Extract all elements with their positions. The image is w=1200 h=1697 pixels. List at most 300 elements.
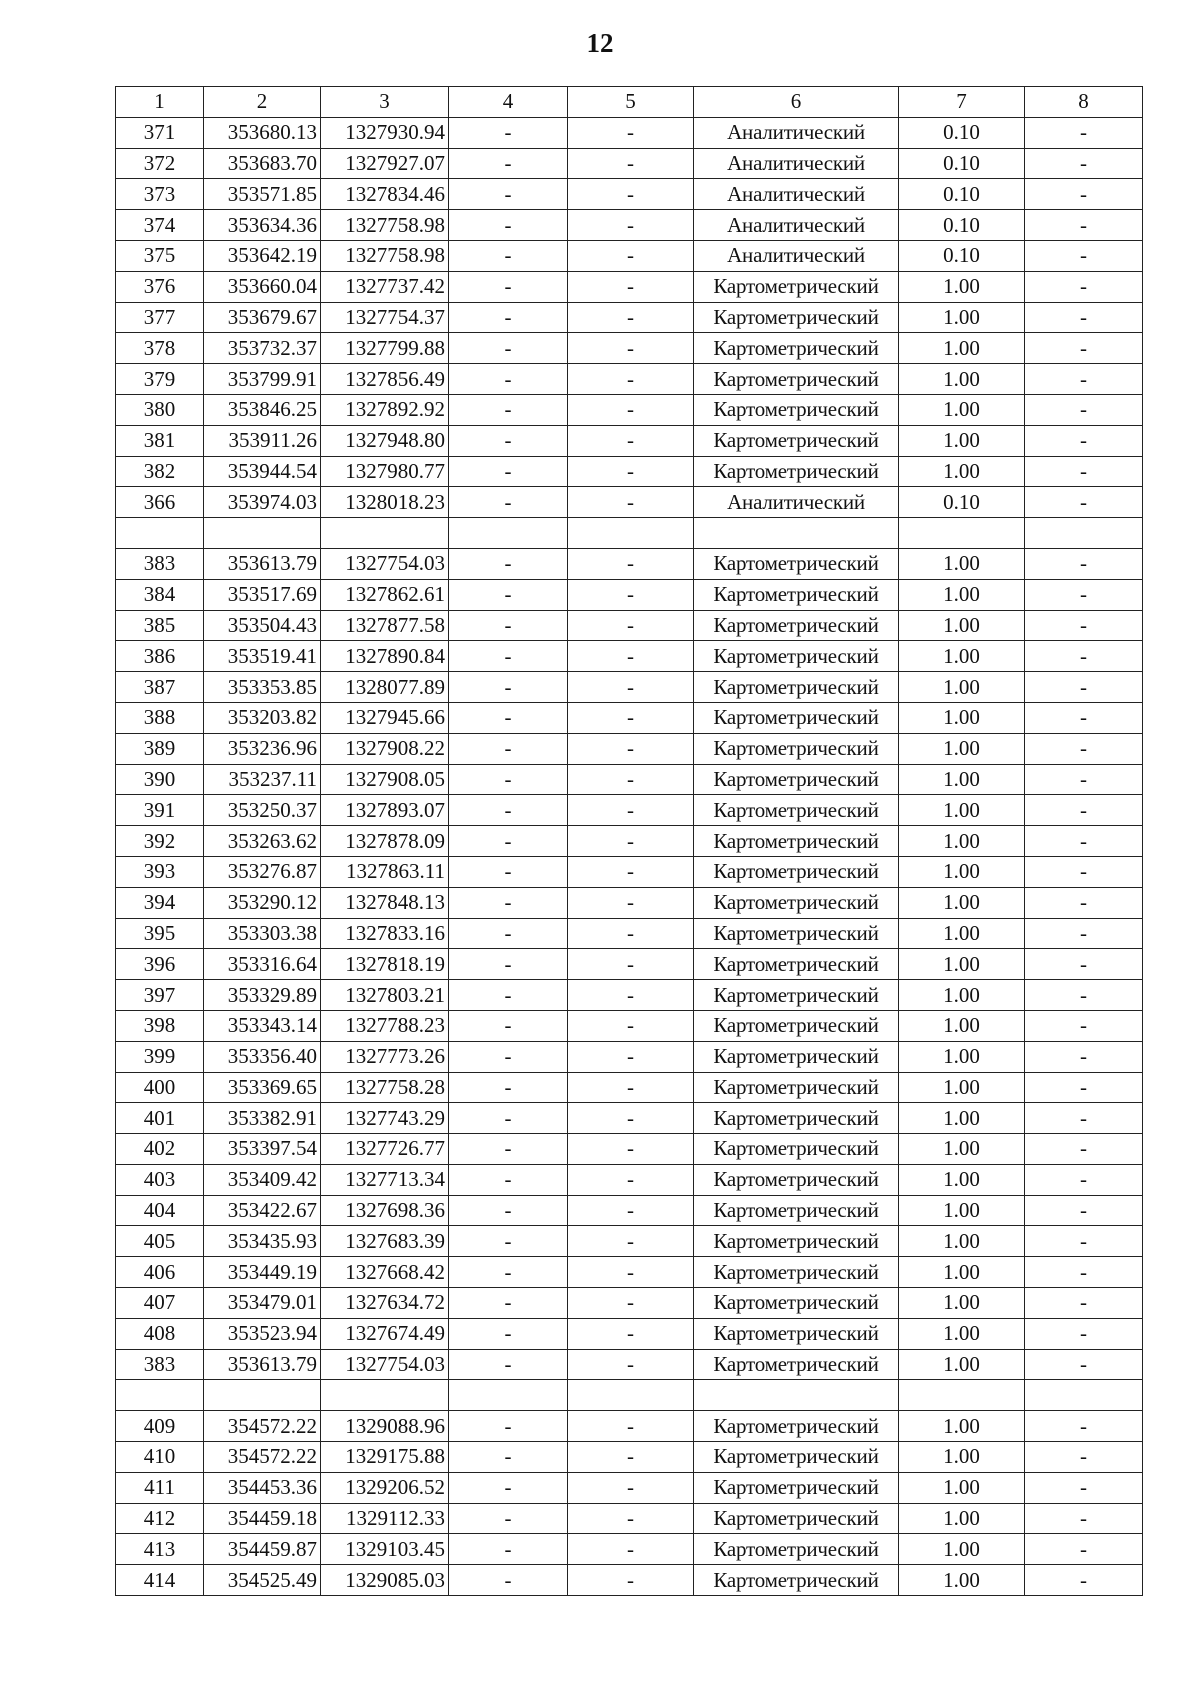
column-header: 2 [204,87,321,118]
table-row [116,1288,1143,1319]
method-cell: Картометрический [694,1072,899,1103]
point-number-cell: 388 [116,702,204,733]
method-cell: Аналитический [694,117,899,148]
col5-cell: - [568,1472,694,1503]
x-coordinate-cell: 354525.49 [204,1565,321,1596]
accuracy-cell: 1.00 [899,918,1025,949]
col4-cell: - [449,826,568,857]
column-header: 7 [899,87,1025,118]
col4-cell: - [449,1164,568,1195]
col5-cell: - [568,271,694,302]
accuracy-cell: 1.00 [899,1134,1025,1165]
y-coordinate-cell: 1329206.52 [321,1472,449,1503]
col8-cell: - [1025,1257,1143,1288]
column-header: 8 [1025,87,1143,118]
col5-cell: - [568,672,694,703]
y-coordinate-cell: 1327758.28 [321,1072,449,1103]
x-coordinate-cell: 353290.12 [204,887,321,918]
method-cell: Картометрический [694,1472,899,1503]
x-coordinate-cell: 353519.41 [204,641,321,672]
col8-cell: - [1025,1288,1143,1319]
point-number-cell: 395 [116,918,204,949]
point-number-cell: 396 [116,949,204,980]
y-coordinate-cell: 1327799.88 [321,333,449,364]
y-coordinate-cell: 1327737.42 [321,271,449,302]
accuracy-cell: 1.00 [899,702,1025,733]
col8-cell: - [1025,918,1143,949]
col8-cell: - [1025,117,1143,148]
point-number-cell: 371 [116,117,204,148]
point-number-cell: 408 [116,1318,204,1349]
table-row [116,179,1143,210]
method-cell: Картометрический [694,1349,899,1380]
accuracy-cell: 1.00 [899,456,1025,487]
x-coordinate-cell: 353732.37 [204,333,321,364]
accuracy-cell: 1.00 [899,795,1025,826]
y-coordinate-cell: 1327930.94 [321,117,449,148]
method-cell: Картометрический [694,1565,899,1596]
x-coordinate-cell: 354453.36 [204,1472,321,1503]
col5-cell: - [568,1257,694,1288]
accuracy-cell: 1.00 [899,1195,1025,1226]
accuracy-cell: 1.00 [899,1503,1025,1534]
coordinates-table [115,86,1143,1596]
separator-row [116,1380,1143,1411]
col5-cell: - [568,1164,694,1195]
col8-cell: - [1025,1134,1143,1165]
x-coordinate-cell: 353523.94 [204,1318,321,1349]
point-number-cell: 379 [116,364,204,395]
method-cell [694,518,899,549]
point-number-cell: 375 [116,240,204,271]
point-number-cell: 385 [116,610,204,641]
y-coordinate-cell: 1327848.13 [321,887,449,918]
point-number-cell: 411 [116,1472,204,1503]
y-coordinate-cell: 1327634.72 [321,1288,449,1319]
method-cell: Картометрический [694,641,899,672]
col4-cell: - [449,887,568,918]
col4-cell [449,518,568,549]
method-cell: Картометрический [694,610,899,641]
table-row [116,1411,1143,1442]
x-coordinate-cell: 353329.89 [204,980,321,1011]
accuracy-cell: 1.00 [899,1411,1025,1442]
method-cell: Картометрический [694,579,899,610]
method-cell: Картометрический [694,1010,899,1041]
method-cell: Картометрический [694,1503,899,1534]
table-row [116,826,1143,857]
table-row [116,425,1143,456]
method-cell: Картометрический [694,887,899,918]
x-coordinate-cell: 354459.18 [204,1503,321,1534]
y-coordinate-cell: 1327890.84 [321,641,449,672]
point-number-cell: 381 [116,425,204,456]
y-coordinate-cell: 1327698.36 [321,1195,449,1226]
col4-cell: - [449,856,568,887]
table-row [116,240,1143,271]
col5-cell: - [568,887,694,918]
table-row [116,918,1143,949]
x-coordinate-cell: 353316.64 [204,949,321,980]
x-coordinate-cell: 353613.79 [204,1349,321,1380]
method-cell: Картометрический [694,764,899,795]
col8-cell: - [1025,210,1143,241]
table-row [116,1195,1143,1226]
col5-cell: - [568,179,694,210]
method-cell: Картометрический [694,1411,899,1442]
point-number-cell: 410 [116,1442,204,1473]
y-coordinate-cell: 1327668.42 [321,1257,449,1288]
table-row [116,1534,1143,1565]
col5-cell: - [568,579,694,610]
table-row [116,271,1143,302]
y-coordinate-cell: 1327754.03 [321,1349,449,1380]
col5-cell [568,1380,694,1411]
col4-cell: - [449,1226,568,1257]
point-number-cell: 386 [116,641,204,672]
method-cell: Картометрический [694,425,899,456]
method-cell [694,1380,899,1411]
point-number-cell: 366 [116,487,204,518]
y-coordinate-cell: 1328077.89 [321,672,449,703]
accuracy-cell: 1.00 [899,1565,1025,1596]
accuracy-cell: 1.00 [899,1103,1025,1134]
col8-cell: - [1025,179,1143,210]
col4-cell: - [449,1318,568,1349]
method-cell: Картометрический [694,795,899,826]
accuracy-cell: 1.00 [899,1164,1025,1195]
col5-cell: - [568,394,694,425]
y-coordinate-cell: 1327945.66 [321,702,449,733]
col4-cell: - [449,1257,568,1288]
x-coordinate-cell: 353369.65 [204,1072,321,1103]
y-coordinate-cell: 1327754.03 [321,548,449,579]
col8-cell: - [1025,702,1143,733]
accuracy-cell: 1.00 [899,764,1025,795]
table-row [116,1134,1143,1165]
point-number-cell [116,518,204,549]
x-coordinate-cell: 353422.67 [204,1195,321,1226]
table-row [116,702,1143,733]
point-number-cell: 387 [116,672,204,703]
y-coordinate-cell: 1327862.61 [321,579,449,610]
method-cell: Картометрический [694,1041,899,1072]
method-cell: Картометрический [694,949,899,980]
method-cell: Картометрический [694,1195,899,1226]
method-cell: Картометрический [694,980,899,1011]
accuracy-cell: 1.00 [899,1442,1025,1473]
col4-cell: - [449,1442,568,1473]
table-row [116,117,1143,148]
x-coordinate-cell: 353613.79 [204,548,321,579]
col8-cell: - [1025,425,1143,456]
table-row [116,394,1143,425]
x-coordinate-cell: 353683.70 [204,148,321,179]
table-row [116,579,1143,610]
col8-cell: - [1025,610,1143,641]
x-coordinate-cell: 353343.14 [204,1010,321,1041]
accuracy-cell: 1.00 [899,364,1025,395]
col4-cell: - [449,1534,568,1565]
y-coordinate-cell: 1327833.16 [321,918,449,949]
col4-cell: - [449,1195,568,1226]
y-coordinate-cell: 1327758.98 [321,240,449,271]
method-cell: Картометрический [694,548,899,579]
table-row [116,1041,1143,1072]
col5-cell: - [568,1288,694,1319]
x-coordinate-cell: 353504.43 [204,610,321,641]
y-coordinate-cell: 1329085.03 [321,1565,449,1596]
x-coordinate-cell [204,1380,321,1411]
x-coordinate-cell: 353449.19 [204,1257,321,1288]
col8-cell [1025,518,1143,549]
col8-cell: - [1025,826,1143,857]
page-number: 12 [586,28,614,58]
y-coordinate-cell: 1327892.92 [321,394,449,425]
col8-cell: - [1025,1041,1143,1072]
col8-cell: - [1025,394,1143,425]
col8-cell: - [1025,795,1143,826]
col8-cell: - [1025,1349,1143,1380]
col5-cell [568,518,694,549]
col8-cell: - [1025,1411,1143,1442]
x-coordinate-cell: 353846.25 [204,394,321,425]
col4-cell: - [449,980,568,1011]
method-cell: Картометрический [694,302,899,333]
accuracy-cell: 1.00 [899,1072,1025,1103]
table-row [116,1318,1143,1349]
y-coordinate-cell: 1327893.07 [321,795,449,826]
col4-cell: - [449,1288,568,1319]
accuracy-cell: 1.00 [899,1226,1025,1257]
x-coordinate-cell: 353479.01 [204,1288,321,1319]
table-row [116,856,1143,887]
col8-cell: - [1025,1442,1143,1473]
col8-cell: - [1025,1472,1143,1503]
method-cell: Картометрический [694,1103,899,1134]
table-row [116,887,1143,918]
y-coordinate-cell: 1327856.49 [321,364,449,395]
point-number-cell: 389 [116,733,204,764]
table-row [116,610,1143,641]
x-coordinate-cell: 353974.03 [204,487,321,518]
col5-cell: - [568,1442,694,1473]
x-coordinate-cell: 353236.96 [204,733,321,764]
table-row [116,1349,1143,1380]
col8-cell: - [1025,949,1143,980]
col5-cell: - [568,610,694,641]
col8-cell: - [1025,1164,1143,1195]
col4-cell: - [449,1134,568,1165]
x-coordinate-cell: 354459.87 [204,1534,321,1565]
method-cell: Картометрический [694,364,899,395]
accuracy-cell: 0.10 [899,210,1025,241]
column-header: 1 [116,87,204,118]
method-cell: Картометрический [694,394,899,425]
point-number-cell: 409 [116,1411,204,1442]
col5-cell: - [568,1565,694,1596]
method-cell: Картометрический [694,826,899,857]
col4-cell: - [449,364,568,395]
col4-cell: - [449,918,568,949]
y-coordinate-cell: 1329088.96 [321,1411,449,1442]
accuracy-cell: 1.00 [899,271,1025,302]
col8-cell: - [1025,456,1143,487]
method-cell: Аналитический [694,210,899,241]
accuracy-cell: 1.00 [899,579,1025,610]
x-coordinate-cell: 353911.26 [204,425,321,456]
table-row [116,1226,1143,1257]
point-number-cell: 403 [116,1164,204,1195]
col4-cell: - [449,1411,568,1442]
col4-cell: - [449,425,568,456]
accuracy-cell: 1.00 [899,1010,1025,1041]
col8-cell: - [1025,1195,1143,1226]
point-number-cell: 394 [116,887,204,918]
col4-cell: - [449,610,568,641]
method-cell: Картометрический [694,1134,899,1165]
method-cell: Картометрический [694,702,899,733]
x-coordinate-cell: 353435.93 [204,1226,321,1257]
col5-cell: - [568,302,694,333]
col5-cell: - [568,826,694,857]
y-coordinate-cell: 1327743.29 [321,1103,449,1134]
col4-cell: - [449,117,568,148]
col8-cell: - [1025,148,1143,179]
accuracy-cell: 1.00 [899,980,1025,1011]
col8-cell: - [1025,548,1143,579]
accuracy-cell [899,1380,1025,1411]
col8-cell: - [1025,1010,1143,1041]
column-header: 4 [449,87,568,118]
col4-cell: - [449,148,568,179]
col5-cell: - [568,1411,694,1442]
x-coordinate-cell: 353237.11 [204,764,321,795]
col4-cell: - [449,302,568,333]
x-coordinate-cell: 354572.22 [204,1411,321,1442]
accuracy-cell: 1.00 [899,672,1025,703]
accuracy-cell: 1.00 [899,1257,1025,1288]
accuracy-cell: 0.10 [899,240,1025,271]
col5-cell: - [568,148,694,179]
column-header: 5 [568,87,694,118]
x-coordinate-cell [204,518,321,549]
col8-cell: - [1025,1503,1143,1534]
x-coordinate-cell: 353680.13 [204,117,321,148]
y-coordinate-cell: 1327863.11 [321,856,449,887]
col8-cell: - [1025,1072,1143,1103]
x-coordinate-cell: 353250.37 [204,795,321,826]
table-row [116,1103,1143,1134]
col8-cell: - [1025,487,1143,518]
col8-cell: - [1025,764,1143,795]
x-coordinate-cell: 354572.22 [204,1442,321,1473]
point-number-cell: 392 [116,826,204,857]
col4-cell: - [449,333,568,364]
y-coordinate-cell: 1327948.80 [321,425,449,456]
col4-cell: - [449,1041,568,1072]
table-row [116,456,1143,487]
table-row [116,764,1143,795]
x-coordinate-cell: 353356.40 [204,1041,321,1072]
accuracy-cell: 1.00 [899,394,1025,425]
point-number-cell: 376 [116,271,204,302]
table-row [116,1072,1143,1103]
accuracy-cell: 1.00 [899,733,1025,764]
point-number-cell: 414 [116,1565,204,1596]
y-coordinate-cell: 1327877.58 [321,610,449,641]
point-number-cell: 398 [116,1010,204,1041]
y-coordinate-cell: 1327878.09 [321,826,449,857]
table-row [116,1257,1143,1288]
col5-cell: - [568,795,694,826]
table-row [116,333,1143,364]
method-cell: Картометрический [694,1257,899,1288]
accuracy-cell: 1.00 [899,425,1025,456]
y-coordinate-cell: 1327980.77 [321,456,449,487]
x-coordinate-cell: 353382.91 [204,1103,321,1134]
col5-cell: - [568,1134,694,1165]
accuracy-cell: 1.00 [899,1472,1025,1503]
y-coordinate-cell: 1327726.77 [321,1134,449,1165]
col5-cell: - [568,456,694,487]
col8-cell: - [1025,887,1143,918]
col8-cell: - [1025,333,1143,364]
method-cell: Картометрический [694,733,899,764]
point-number-cell: 413 [116,1534,204,1565]
accuracy-cell: 1.00 [899,333,1025,364]
y-coordinate-cell: 1327788.23 [321,1010,449,1041]
col5-cell: - [568,918,694,949]
x-coordinate-cell: 353276.87 [204,856,321,887]
point-number-cell: 383 [116,1349,204,1380]
col8-cell: - [1025,856,1143,887]
accuracy-cell: 0.10 [899,487,1025,518]
col4-cell [449,1380,568,1411]
y-coordinate-cell: 1327834.46 [321,179,449,210]
accuracy-cell: 0.10 [899,179,1025,210]
col4-cell: - [449,764,568,795]
col5-cell: - [568,364,694,395]
method-cell: Аналитический [694,148,899,179]
point-number-cell: 399 [116,1041,204,1072]
point-number-cell: 407 [116,1288,204,1319]
point-number-cell: 380 [116,394,204,425]
method-cell: Аналитический [694,240,899,271]
method-cell: Картометрический [694,271,899,302]
method-cell: Картометрический [694,456,899,487]
point-number-cell: 374 [116,210,204,241]
method-cell: Картометрический [694,1442,899,1473]
accuracy-cell: 1.00 [899,949,1025,980]
point-number-cell: 405 [116,1226,204,1257]
col5-cell: - [568,1226,694,1257]
col5-cell: - [568,733,694,764]
x-coordinate-cell: 353263.62 [204,826,321,857]
x-coordinate-cell: 353203.82 [204,702,321,733]
col5-cell: - [568,210,694,241]
col4-cell: - [449,240,568,271]
table-row [116,980,1143,1011]
table-row [116,364,1143,395]
x-coordinate-cell: 353660.04 [204,271,321,302]
point-number-cell: 402 [116,1134,204,1165]
col5-cell: - [568,425,694,456]
col4-cell: - [449,641,568,672]
point-number-cell: 383 [116,548,204,579]
point-number-cell: 378 [116,333,204,364]
col8-cell: - [1025,641,1143,672]
